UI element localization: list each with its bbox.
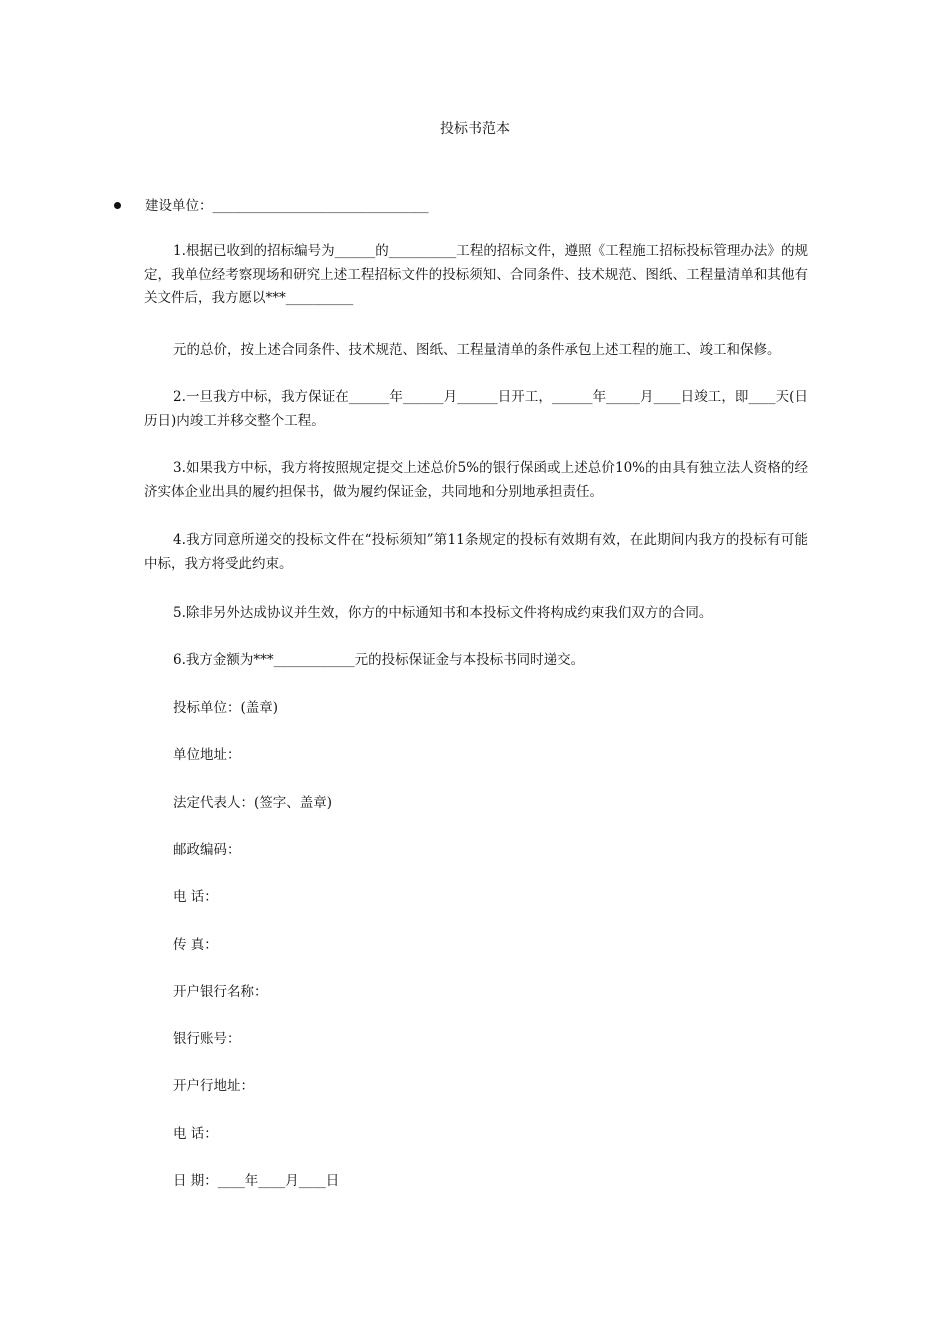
field-phone: 电 话：	[173, 889, 218, 905]
paragraph-3: 3.如果我方中标，我方将按照规定提交上述总价5%的银行保函或上述总价10%的由具有独立法人资格的经济实体企业出具的履约担保书，做为履约保证金，共同地和分别地承担责任。	[144, 460, 808, 500]
document-title: 投标书范本	[440, 121, 510, 137]
paragraph-4: 4.我方同意所递交的投标文件在“投标须知”第11条规定的投标有效期有效，在此期间内我方的投标有可能中标，我方将受此约束。	[144, 532, 808, 572]
field-legal-representative: 法定代表人：(签字、盖章)	[173, 795, 333, 811]
field-bidder: 投标单位：(盖章)	[173, 700, 279, 716]
field-fax: 传 真：	[173, 937, 218, 953]
paragraph-6: 6.我方金额为***____________元的投标保证金与本投标书同时递交。	[173, 652, 585, 668]
paragraph-5: 5.除非另外达成协议并生效，你方的中标通知书和本投标文件将构成约束我们双方的合同。	[173, 605, 713, 621]
paragraph-price: 元的总价，按上述合同条件、技术规范、图纸、工程量清单的条件承包上述工程的施工、竣工和保修。	[173, 342, 781, 358]
field-postal-code: 邮政编码：	[173, 842, 241, 858]
field-bank-phone: 电 话：	[173, 1126, 218, 1142]
bullet-icon	[114, 202, 121, 209]
field-bank-address: 开户行地址：	[173, 1078, 254, 1094]
field-bank-name: 开户银行名称：	[173, 984, 268, 1000]
paragraph-1: 1.根据已收到的招标编号为______的__________工程的招标文件，遵照《工程施工招标投标管理办法》的规定，我单位经考察现场和研究上述工程招标文件的投标须知、合同条件、技术规范、图纸、工程量清单和其他有关文件后，我方愿以***__________	[144, 243, 808, 306]
field-address: 单位地址：	[173, 747, 241, 763]
field-date: 日 期：____年____月____日	[173, 1173, 340, 1189]
field-bank-account: 银行账号：	[173, 1031, 241, 1047]
owner-line-text: 建设单位：________________________________	[145, 198, 429, 214]
paragraph-2: 2.一旦我方中标，我方保证在______年______月______日开工，______年_____月____日竣工，即____天(日历日)内竣工并移交整个工程。	[144, 389, 808, 429]
